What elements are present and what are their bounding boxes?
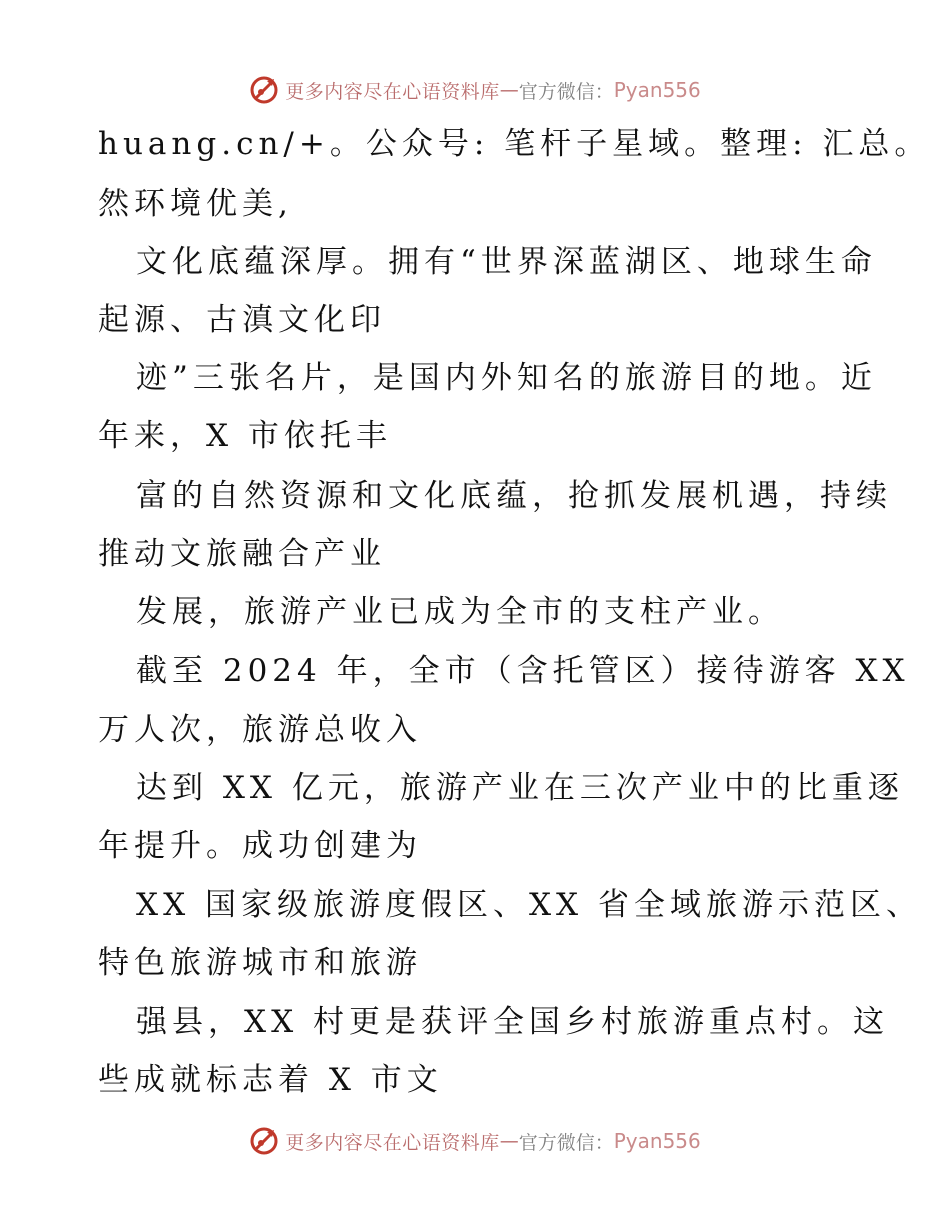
text-line: 起源、古滇文化印 [98,302,386,338]
text-line: 富的自然资源和文化底蕴，抢抓发展机遇，持续 [136,478,892,514]
text-line: huang.cn/+。公众号: 笔杆子星域。整理: 汇总。 [98,126,931,162]
header-watermark-banner [0,70,950,110]
footer-watermark-banner [0,1121,950,1161]
banner-text: 更多内容尽在心语资料库 [285,1131,500,1154]
text-line: 迹”三张名片，是国内外知名的旅游目的地。近 [136,360,877,396]
wechat-label: 官方微信： [518,1131,614,1154]
text-line: 年来，X 市依托丰 [98,418,392,454]
banner-separator: — [499,1130,519,1152]
text-line: 然环境优美, [98,186,293,222]
text-line: 特色旅游城市和旅游 [98,945,422,981]
text-line: 些成就标志着 X 市文 [98,1062,443,1098]
wechat-id: Pyan556 [613,78,701,102]
wechat-id: Pyan556 [613,1129,701,1153]
text-line: 文化底蕴深厚。拥有“世界深蓝湖区、地球生命 [136,244,877,280]
banner-separator: — [499,79,519,101]
text-line: XX 国家级旅游度假区、XX 省全域旅游示范区、 [136,887,922,923]
text-line: 年提升。成功创建为 [98,828,422,864]
text-line: 达到 XX 亿元，旅游产业在三次产业中的比重逐 [136,770,904,806]
text-line: 强县，XX 村更是获评全国乡村旅游重点村。这 [136,1004,889,1040]
text-line: 发展，旅游产业已成为全市的支柱产业。 [136,594,784,630]
banner-text: 更多内容尽在心语资料库 [285,80,500,103]
text-line: 推动文旅融合产业 [98,536,386,572]
brand-logo-icon [249,75,279,105]
text-line: 万人次，旅游总收入 [98,712,422,748]
brand-logo-icon [249,1126,279,1156]
wechat-label: 官方微信： [518,80,614,103]
text-line: 截至 2024 年，全市（含托管区）接待游客 XX [136,653,910,689]
